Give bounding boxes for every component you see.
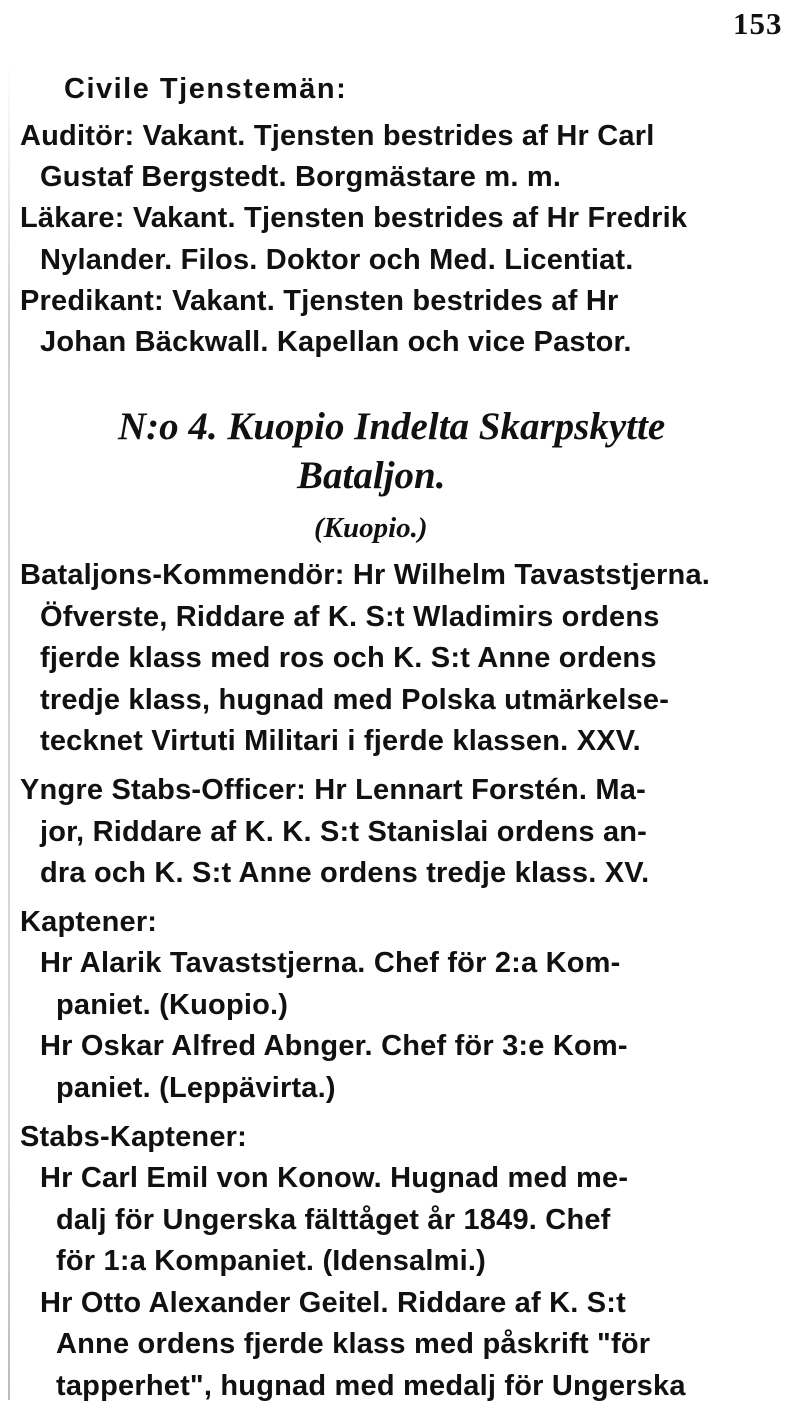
text-line: Johan Bäckwall. Kapellan och vice Pastor. — [40, 326, 632, 358]
text-line: paniet. (Leppävirta.) — [56, 1072, 336, 1104]
text-line: Yngre Stabs-Officer: Hr Lennart Forstén. Ma- — [20, 774, 646, 806]
battalion-name: Kuopio Indelta Skarpskytte — [227, 405, 666, 448]
subsection-title: Stabs-Kaptener: — [20, 1121, 247, 1153]
battalion-heading — [118, 405, 665, 449]
text-line: tapperhet", hugnad med medalj för Ungerska — [56, 1370, 686, 1402]
subsection-title: Kaptener: — [20, 906, 158, 938]
text-line: Predikant: Vakant. Tjensten bestrides af Hr — [20, 285, 619, 317]
battalion-subtitle: (Kuopio.) — [314, 512, 428, 544]
page-edge-shadow — [8, 60, 10, 1400]
text-line: tecknet Virtuti Militari i fjerde klassen. XXV. — [40, 725, 641, 757]
text-line: Hr Alarik Tavaststjerna. Chef för 2:a Kom- — [40, 947, 621, 979]
text-line: Hr Oskar Alfred Abnger. Chef för 3:e Kom- — [40, 1030, 628, 1062]
battalion-number: N:o 4. — [118, 405, 218, 448]
text-line: dra och K. S:t Anne ordens tredje klass. XV. — [40, 857, 650, 889]
page-number: 153 — [733, 6, 783, 41]
section-title-civil: Civile Tjenstemän: — [64, 73, 348, 105]
text-line: Öfverste, Riddare af K. S:t Wladimirs ordens — [40, 601, 660, 633]
text-line: Nylander. Filos. Doktor och Med. Licentiat. — [40, 244, 634, 276]
text-line: fjerde klass med ros och K. S:t Anne ordens — [40, 642, 657, 674]
text-line: paniet. (Kuopio.) — [56, 989, 289, 1021]
text-line: för 1:a Kompaniet. (Idensalmi.) — [56, 1245, 486, 1277]
text-line: Auditör: Vakant. Tjensten bestrides af Hr Carl — [20, 120, 655, 152]
text-line: jor, Riddare af K. K. S:t Stanislai ordens an- — [40, 816, 648, 848]
text-line: Hr Otto Alexander Geitel. Riddare af K. S:t — [40, 1287, 627, 1319]
text-line: Anne ordens fjerde klass med påskrift "för — [56, 1328, 651, 1360]
text-line: dalj för Ungerska fälttåget år 1849. Chef — [56, 1204, 611, 1236]
text-line: tredje klass, hugnad med Polska utmärkelse- — [40, 684, 670, 716]
text-line: Läkare: Vakant. Tjensten bestrides af Hr Fredrik — [20, 202, 688, 234]
text-line: Hr Carl Emil von Konow. Hugnad med me- — [40, 1162, 629, 1194]
text-line: Bataljons-Kommendör: Hr Wilhelm Tavaststjerna. — [20, 559, 711, 591]
text-line: Gustaf Bergstedt. Borgmästare m. m. — [40, 161, 562, 193]
battalion-heading-line2: Bataljon. — [297, 454, 446, 497]
